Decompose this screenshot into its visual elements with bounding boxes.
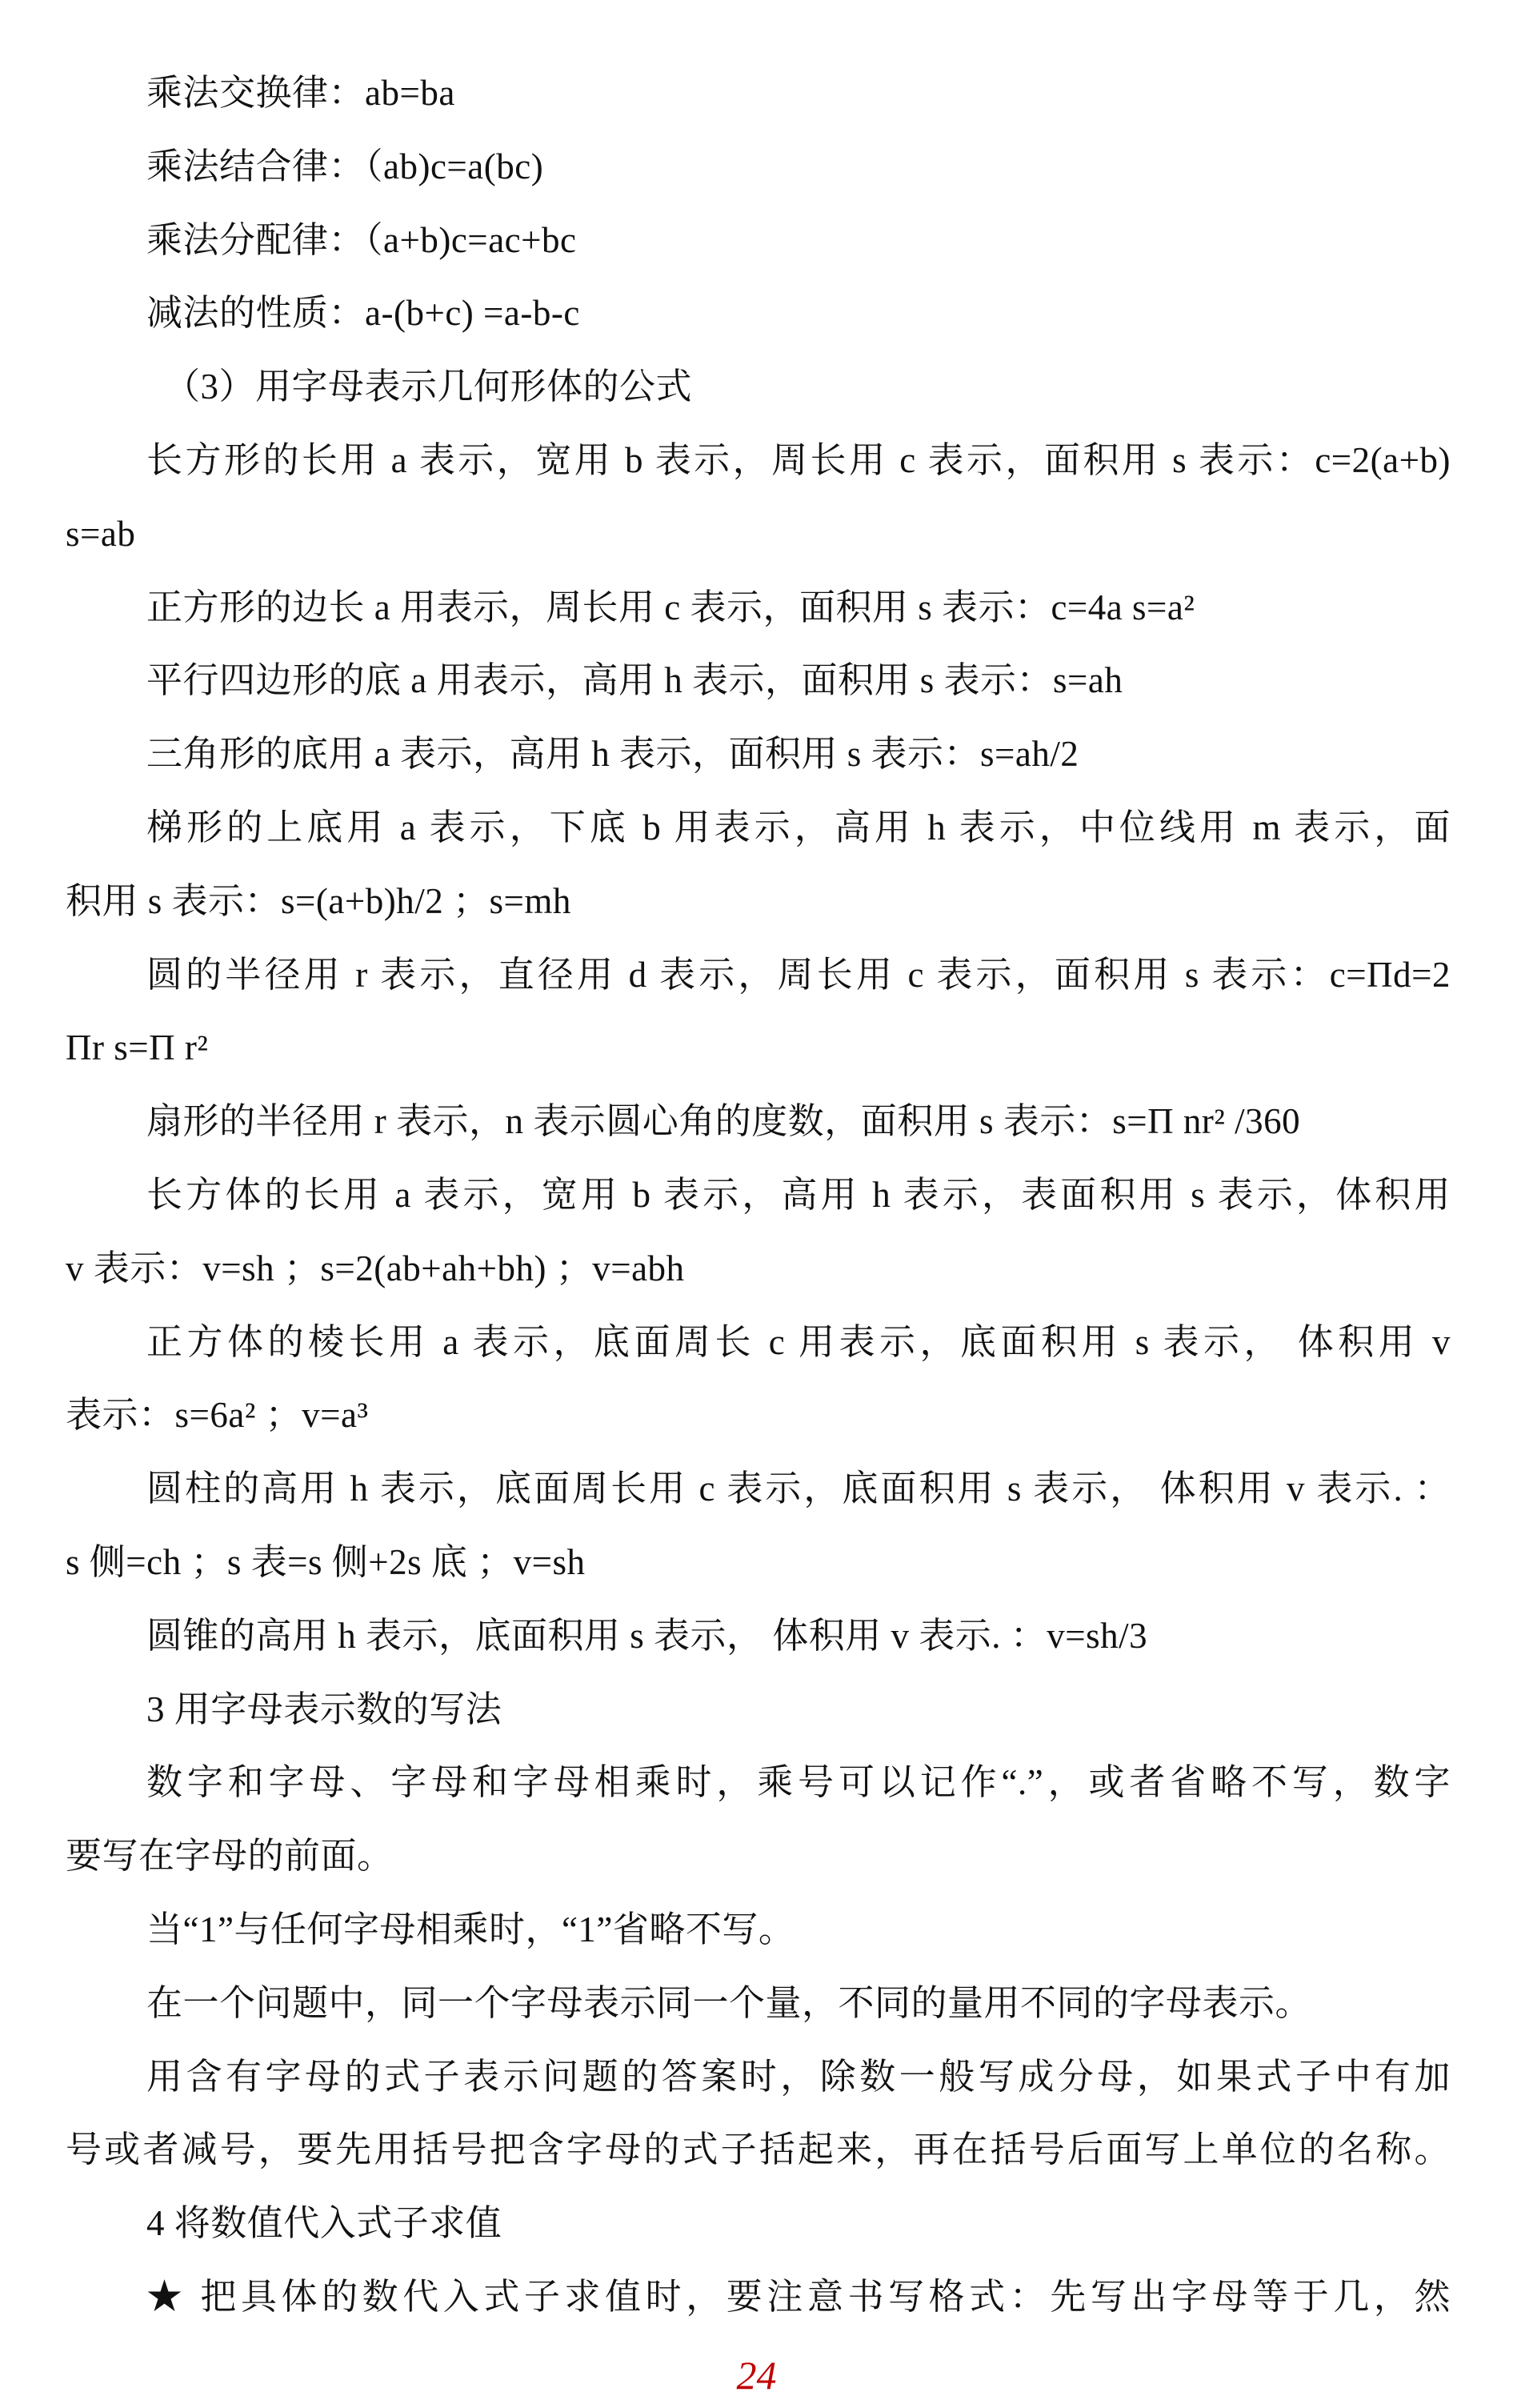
line-trapezoid-cont [66, 865, 1451, 939]
line-text: 乘法结合律：（ab)c=a(bc) [146, 146, 544, 186]
line-text: 圆锥的高用 h 表示，底面积用 s 表示， 体积用 v 表示. ：v=sh/3 [146, 1615, 1148, 1656]
line-text: 长方体的长用 a 表示，宽用 b 表示，高用 h 表示，表面积用 s 表示，体积用 [146, 1174, 1451, 1215]
line-cylinder-cont [66, 1526, 1451, 1600]
line-text: s 侧=ch ；s 表=s 侧+2s 底 ；v=sh [66, 1541, 586, 1582]
text-column [66, 57, 1451, 2334]
line-text: 3 用字母表示数的写法 [146, 1689, 502, 1729]
line-text: 减法的性质：a-(b+c) =a-b-c [146, 293, 580, 334]
line-answer-expression-cont [66, 2114, 1451, 2187]
line-multiplication-notation [66, 1746, 1451, 1820]
line-subtraction-property [66, 277, 1451, 351]
page-number: 24 [736, 2353, 777, 2398]
line-multiplication-notation-cont [66, 1820, 1451, 1893]
line-text: Πr s=Π r² [66, 1028, 209, 1068]
line-text: 表示：s=6a² ；v=a³ [66, 1395, 369, 1436]
line-cuboid-cont [66, 1232, 1451, 1306]
line-text: （3）用字母表示几何形体的公式 [164, 367, 693, 407]
line-text: 三角形的底用 a 表示，高用 h 表示，面积用 s 表示：s=ah/2 [146, 734, 1079, 775]
line-same-letter-same-quantity [66, 1967, 1451, 2041]
line-distributive-multiplication [66, 204, 1451, 278]
line-commutative-multiplication [66, 57, 1451, 130]
line-cube [66, 1306, 1451, 1380]
line-circle [66, 939, 1451, 1012]
line-text: 要写在字母的前面。 [66, 1836, 394, 1877]
line-cuboid [66, 1159, 1451, 1232]
line-text: 长方形的长用 a 表示，宽用 b 表示，周长用 c 表示，面积用 s 表示：c=2(a+b) [146, 439, 1451, 480]
line-sector [66, 1085, 1451, 1159]
line-text: 乘法交换律：ab=ba [146, 73, 455, 113]
line-text: 圆的半径用 r 表示，直径用 d 表示，周长用 c 表示，面积用 s 表示：c=Πd=2 [146, 954, 1451, 995]
line-triangle [66, 718, 1451, 791]
line-text: 用含有字母的式子表示问题的答案时，除数一般写成分母，如果式子中有加 [146, 2056, 1451, 2097]
line-text: 当“1”与任何字母相乘时，“1”省略不写。 [146, 1909, 795, 1949]
line-text: 数字和字母、字母和字母相乘时，乘号可以记作“.”，或者省略不写，数字 [146, 1762, 1451, 1803]
line-text: 正方形的边长 a 用表示，周长用 c 表示，面积用 s 表示：c=4a s=a² [146, 587, 1195, 627]
line-rectangle [66, 424, 1451, 498]
line-text: 扇形的半径用 r 表示，n 表示圆心角的度数，面积用 s 表示：s=Π nr² /360 [146, 1101, 1301, 1142]
line-circle-cont [66, 1012, 1451, 1085]
section-heading-letter-notation [66, 1673, 1451, 1747]
line-text: 梯形的上底用 a 表示，下底 b 用表示，高用 h 表示，中位线用 m 表示，面 [146, 807, 1451, 847]
line-text: 乘法分配律：（a+b)c=ac+bc [146, 219, 577, 260]
line-rectangle-cont [66, 498, 1451, 571]
line-substitution-note [66, 2261, 1451, 2334]
line-text: 在一个问题中，同一个字母表示同一个量，不同的量用不同的字母表示。 [146, 1982, 1312, 2023]
line-text: 圆柱的高用 h 表示，底面周长用 c 表示，底面积用 s 表示， 体积用 v 表示. ： [146, 1468, 1451, 1509]
section-heading-geometry-formulas [66, 351, 1451, 424]
line-associative-multiplication [66, 130, 1451, 204]
line-cylinder [66, 1452, 1451, 1526]
line-trapezoid [66, 791, 1451, 865]
line-text: 4 将数值代入式子求值 [146, 2203, 502, 2244]
line-text: 积用 s 表示：s=(a+b)h/2 ；s=mh [66, 880, 571, 921]
line-text: 平行四边形的底 a 用表示，高用 h 表示，面积用 s 表示：s=ah [146, 660, 1123, 701]
line-text: s=ab [66, 513, 136, 554]
line-answer-expression [66, 2041, 1451, 2114]
line-text: v 表示：v=sh ；s=2(ab+ah+bh) ；v=abh [66, 1248, 685, 1288]
line-text: 号或者减号，要先用括号把含字母的式子括起来，再在括号后面写上单位的名称。 [66, 2130, 1451, 2170]
line-text: ★ 把具体的数代入式子求值时，要注意书写格式：先写出字母等于几，然 [146, 2276, 1451, 2317]
line-square [66, 571, 1451, 645]
line-omit-one [66, 1893, 1451, 1967]
section-heading-substitution [66, 2187, 1451, 2261]
line-text: 正方体的棱长用 a 表示，底面周长 c 用表示，底面积用 s 表示， 体积用 v [146, 1321, 1451, 1362]
line-cone [66, 1600, 1451, 1673]
line-parallelogram [66, 644, 1451, 718]
line-cube-cont [66, 1379, 1451, 1452]
